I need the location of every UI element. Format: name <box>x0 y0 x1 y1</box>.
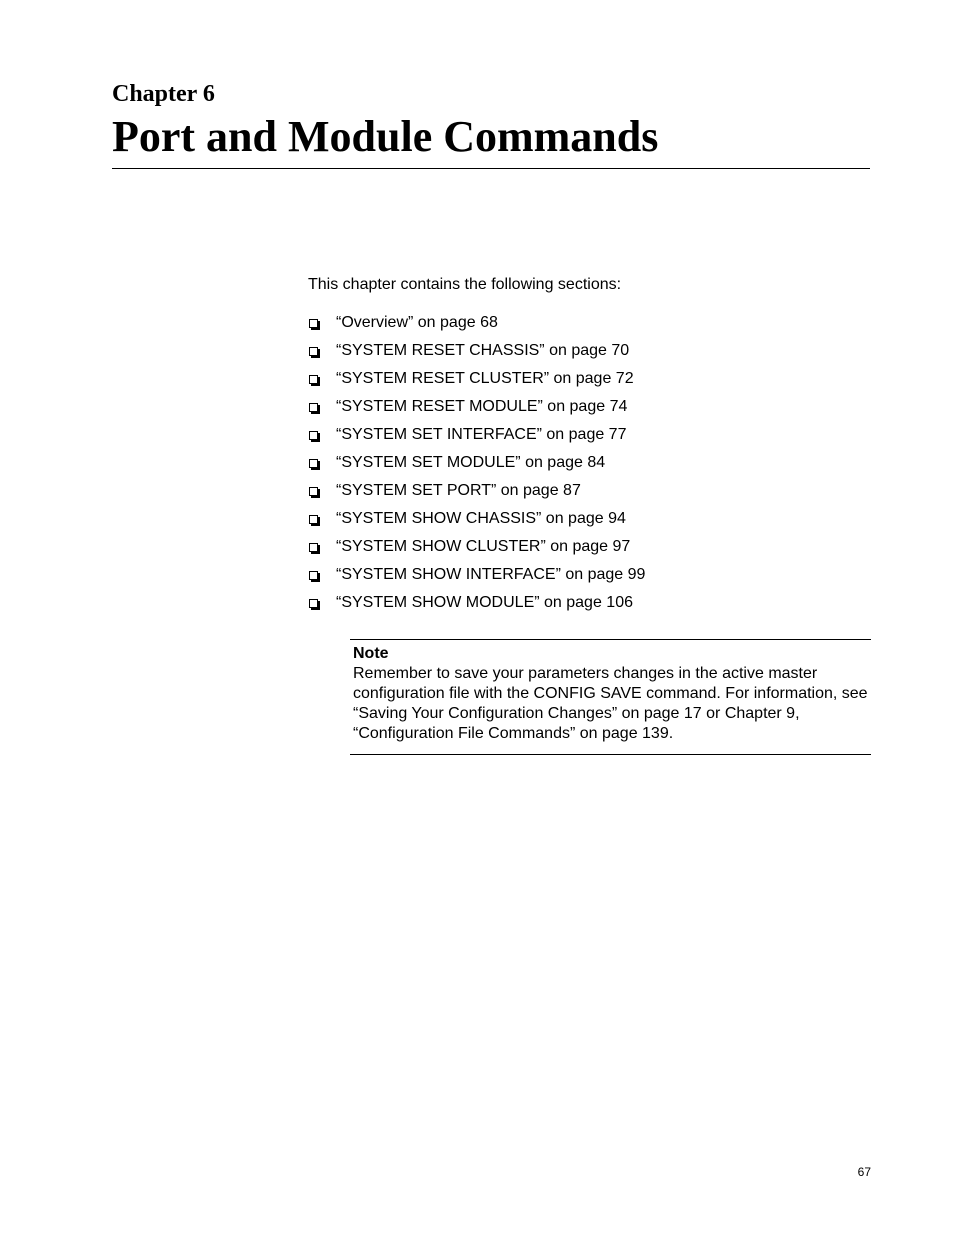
page-number: 67 <box>857 1165 871 1179</box>
checkbox-bullet-icon <box>309 319 318 328</box>
checkbox-bullet-icon <box>309 431 318 440</box>
section-item-label: “SYSTEM SHOW CLUSTER” on page 97 <box>336 538 631 555</box>
section-item-system-reset-cluster <box>308 369 645 397</box>
section-item-system-reset-chassis <box>308 341 645 369</box>
checkbox-bullet-icon <box>309 515 318 524</box>
checkbox-bullet-icon <box>309 487 318 496</box>
section-item-label: “SYSTEM RESET CHASSIS” on page 70 <box>336 342 630 359</box>
section-item-label: “SYSTEM SET MODULE” on page 84 <box>336 454 606 471</box>
section-item-overview <box>308 313 645 341</box>
section-item-label: “SYSTEM SHOW INTERFACE” on page 99 <box>336 566 646 583</box>
note-box <box>350 639 871 755</box>
section-item-system-set-module <box>308 453 645 481</box>
section-item-system-set-port <box>308 481 645 509</box>
checkbox-bullet-icon <box>309 375 318 384</box>
section-item-label: “SYSTEM SHOW CHASSIS” on page 94 <box>336 510 626 527</box>
note-heading: Note <box>353 645 389 662</box>
section-item-label: “SYSTEM SET PORT” on page 87 <box>336 482 581 499</box>
checkbox-bullet-icon <box>309 403 318 412</box>
section-list <box>308 313 645 621</box>
title-rule <box>112 168 870 169</box>
section-item-label: “SYSTEM RESET CLUSTER” on page 72 <box>336 370 634 387</box>
checkbox-bullet-icon <box>309 347 318 356</box>
section-item-label: “Overview” on page 68 <box>336 314 498 331</box>
chapter-label: Chapter 6 <box>112 81 215 107</box>
checkbox-bullet-icon <box>309 571 318 580</box>
section-item-system-show-interface <box>308 565 645 593</box>
section-item-system-show-cluster <box>308 537 645 565</box>
section-item-label: “SYSTEM SET INTERFACE” on page 77 <box>336 426 627 443</box>
note-body: Remember to save your parameters changes in the active master configuration file with the CONFIG SAVE command. For information, see “Saving Your Configuration Changes” on page 17 or Chapter 9, “Configuration File Commands” on page 139. <box>353 665 868 742</box>
section-item-label: “SYSTEM RESET MODULE” on page 74 <box>336 398 628 415</box>
checkbox-bullet-icon <box>309 459 318 468</box>
section-item-system-show-chassis <box>308 509 645 537</box>
section-item-system-set-interface <box>308 425 645 453</box>
section-item-system-reset-module <box>308 397 645 425</box>
intro-text: This chapter contains the following sections: <box>308 276 622 293</box>
checkbox-bullet-icon <box>309 599 318 608</box>
checkbox-bullet-icon <box>309 543 318 552</box>
section-item-label: “SYSTEM SHOW MODULE” on page 106 <box>336 594 633 611</box>
section-item-system-show-module <box>308 593 645 621</box>
chapter-title: Port and Module Commands <box>112 112 659 161</box>
